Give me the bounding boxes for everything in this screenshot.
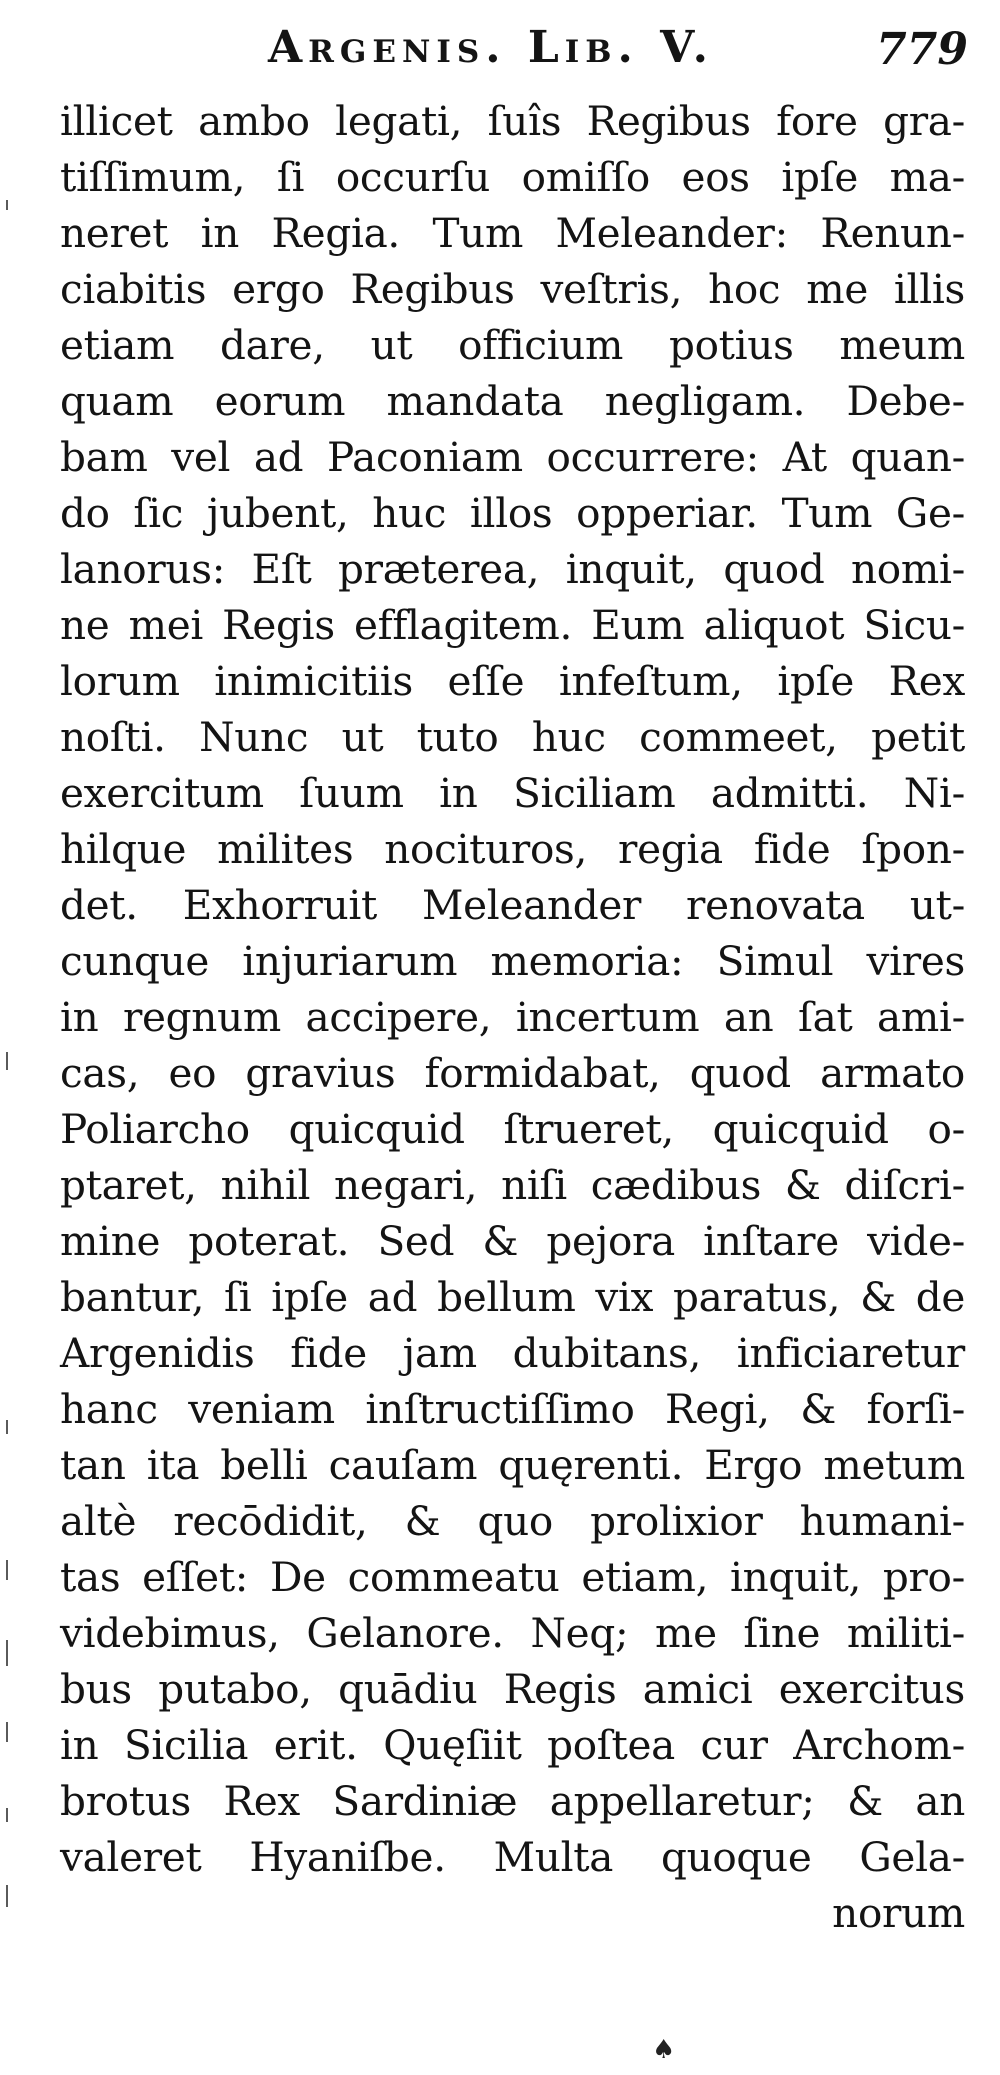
text-line: valeret Hyaniſbe. Multa quoque Gela-: [60, 1833, 965, 1881]
text-line: tiſſimum, ſi occurſu omiſſo eos ipſe ma-: [60, 153, 965, 201]
text-line: hanc veniam inſtructiſſimo Regi, & forſi-: [60, 1385, 965, 1433]
margin-tick: [6, 1420, 8, 1434]
page-header: [268, 22, 968, 82]
text-line: noſti. Nunc ut tuto huc commeet, petit: [60, 713, 965, 761]
text-line: in regnum accipere, incertum an ſat ami-: [60, 993, 965, 1041]
body-text: [60, 93, 965, 1941]
text-line: hilque milites nocituros, regia fide ſpon-: [60, 825, 965, 873]
margin-tick: [6, 1808, 8, 1822]
catchword: norum: [832, 1889, 965, 1937]
text-line: quam eorum mandata negligam. Debe-: [60, 377, 965, 425]
margin-tick: [6, 1560, 8, 1580]
left-margin-marks: [0, 0, 40, 2075]
text-line: det. Exhorruit Meleander renovata ut-: [60, 881, 965, 929]
ornament-icon: ♠: [652, 2035, 676, 2065]
margin-tick: [6, 1640, 8, 1666]
text-line: neret in Regia. Tum Meleander: Renun-: [60, 209, 965, 257]
text-line: bantur, ſi ipſe ad bellum vix paratus, & de: [60, 1273, 965, 1321]
text-line: exercitum ſuum in Siciliam admitti. Ni-: [60, 769, 965, 817]
text-line: altè recōdidit, & quo prolixior humani-: [60, 1497, 965, 1545]
text-line: Argenidis fide jam dubitans, inficiaretur: [60, 1329, 965, 1377]
text-line: lanorus: Eſt præterea, inquit, quod nomi-: [60, 545, 965, 593]
text-line: etiam dare, ut officium potius meum: [60, 321, 965, 369]
text-line: ciabitis ergo Regibus veſtris, hoc me illis: [60, 265, 965, 313]
text-line: ptaret, nihil negari, niſi cædibus & diſcri-: [60, 1161, 965, 1209]
margin-tick: [6, 200, 8, 210]
text-line: ne mei Regis efflagitem. Eum aliquot Sicu-: [60, 601, 965, 649]
running-title: Argenis. Lib. V.: [268, 22, 714, 73]
margin-tick: [6, 1052, 8, 1070]
text-line: in Sicilia erit. Quęſiit poſtea cur Archom-: [60, 1721, 965, 1769]
text-line: lorum inimicitiis eſſe infeſtum, ipſe Rex: [60, 657, 965, 705]
text-line: bus putabo, quādiu Regis amici exercitus: [60, 1665, 965, 1713]
text-line: videbimus, Gelanore. Neq; me ſine militi-: [60, 1609, 965, 1657]
text-line: tas eſſet: De commeatu etiam, inquit, pro-: [60, 1553, 965, 1601]
page-number: 779: [876, 24, 968, 75]
text-line: bam vel ad Paconiam occurrere: At quan-: [60, 433, 965, 481]
margin-tick: [6, 1885, 8, 1907]
margin-tick: [6, 1722, 8, 1742]
text-line: cunque injuriarum memoria: Simul vires: [60, 937, 965, 985]
text-line: mine poterat. Sed & pejora inſtare vide-: [60, 1217, 965, 1265]
text-line: cas, eo gravius formidabat, quod armato: [60, 1049, 965, 1097]
text-line: illicet ambo legati, ſuîs Regibus fore gra-: [60, 97, 965, 145]
text-line: do ſic jubent, huc illos opperiar. Tum Ge-: [60, 489, 965, 537]
text-line: Poliarcho quicquid ſtrueret, quicquid o-: [60, 1105, 965, 1153]
text-line: tan ita belli cauſam quęrenti. Ergo metum: [60, 1441, 965, 1489]
text-line: brotus Rex Sardiniæ appellaretur; & an: [60, 1777, 965, 1825]
